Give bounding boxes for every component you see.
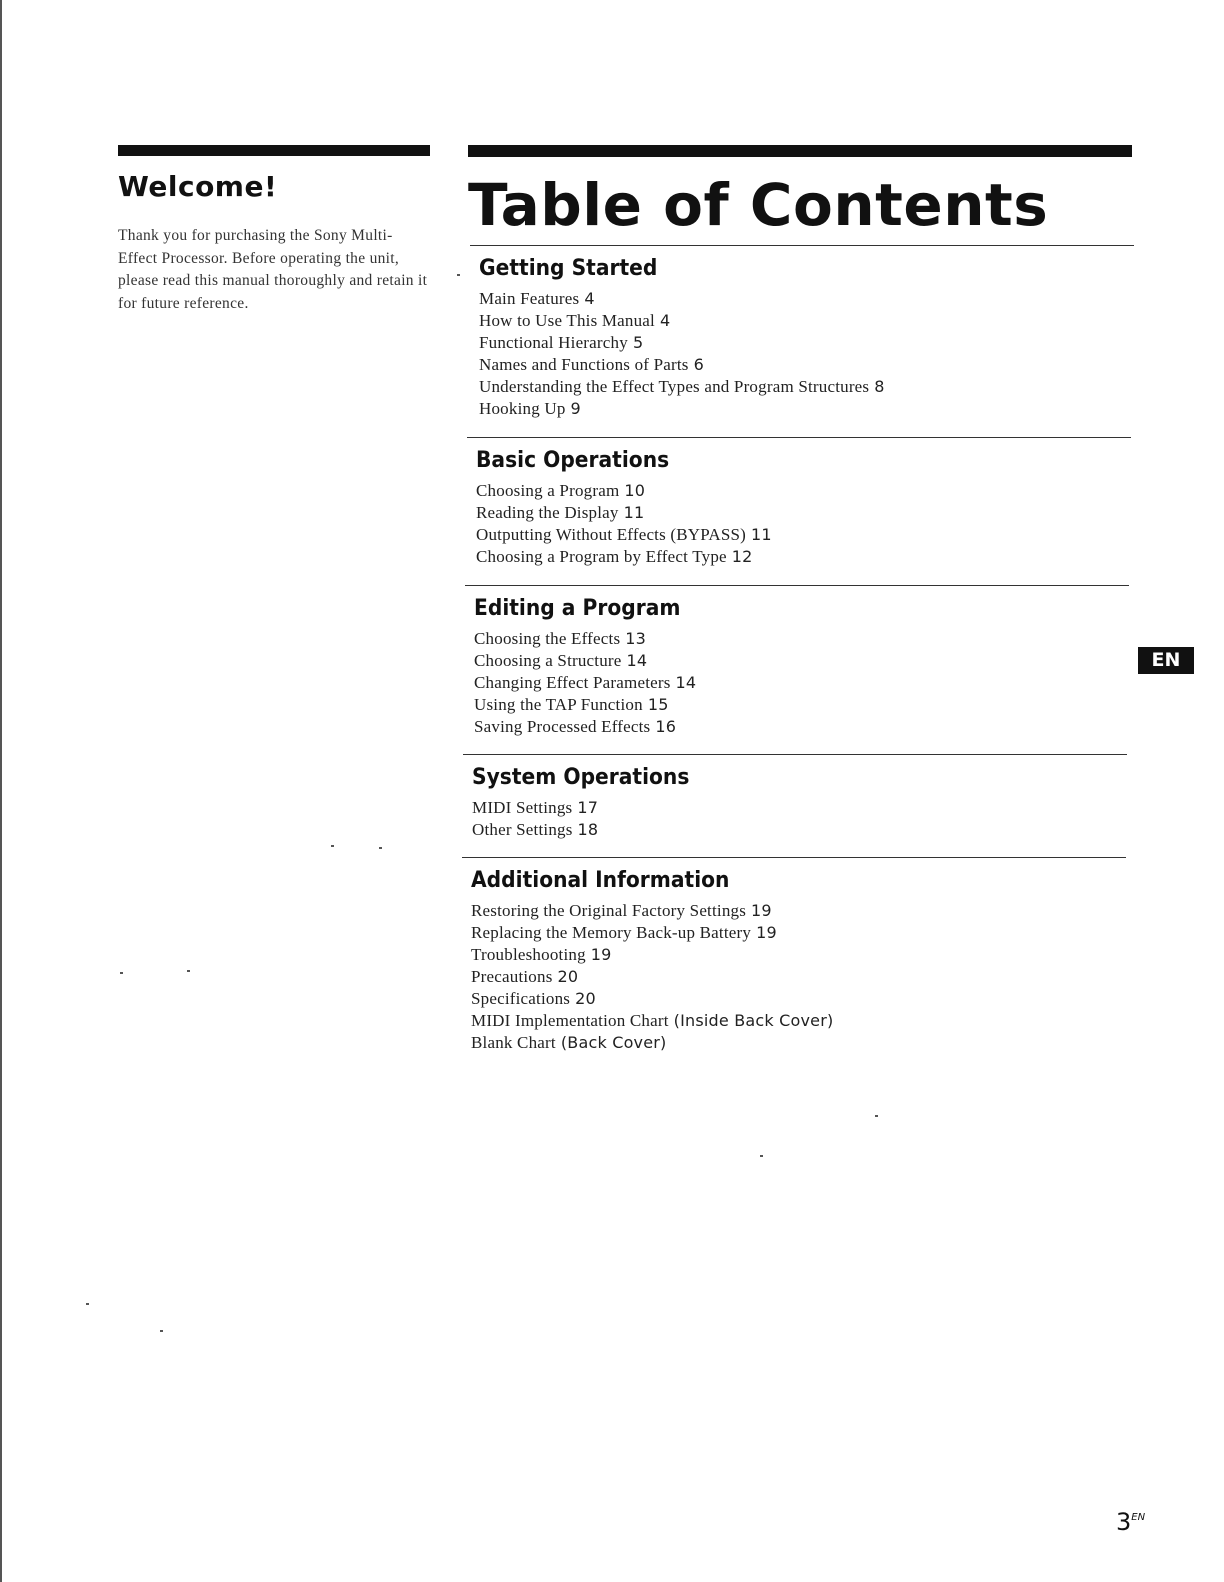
- toc-entry-text: Restoring the Original Factory Settings: [471, 901, 747, 920]
- toc-entry-text: Specifications: [471, 989, 571, 1008]
- toc-entry[interactable]: [479, 354, 1134, 376]
- toc-entry-page: 19: [756, 923, 777, 942]
- welcome-heading-bar: [118, 145, 430, 156]
- scan-speck: [379, 847, 382, 849]
- scan-speck: [760, 1155, 763, 1157]
- section-divider: [463, 754, 1127, 755]
- toc-entry-text: MIDI Settings: [472, 798, 573, 817]
- toc-entry[interactable]: [474, 672, 1129, 694]
- toc-entry-page: 8: [874, 377, 885, 396]
- toc-entry-page: 12: [731, 547, 753, 566]
- toc-entry[interactable]: [474, 650, 1129, 672]
- toc-section-additional-information: [462, 857, 1126, 1054]
- toc-entry-page: 20: [557, 967, 579, 986]
- toc-entry-page: 11: [623, 503, 645, 522]
- section-heading: Getting Started: [479, 256, 658, 281]
- scan-speck: [331, 845, 334, 847]
- toc-entry-page: 10: [624, 481, 646, 500]
- page-number-suffix: EN: [1131, 1512, 1146, 1523]
- toc-entry-page: 14: [626, 651, 648, 670]
- toc-entry-page: (Inside Back Cover): [673, 1011, 834, 1030]
- toc-entry-page: 9: [570, 399, 581, 418]
- toc-entry-text: Saving Processed Effects: [474, 717, 651, 736]
- toc-entry[interactable]: [476, 480, 1131, 502]
- section-heading: Additional Information: [471, 868, 730, 893]
- toc-title: Table of Contents: [468, 171, 1049, 239]
- toc-entry-page: 19: [590, 945, 612, 964]
- toc-section-system-operations: [463, 754, 1127, 841]
- page-number-value: 3: [1116, 1508, 1132, 1536]
- toc-entry[interactable]: [479, 398, 1134, 420]
- toc-entry-page: 4: [584, 289, 595, 308]
- toc-entry-text: Main Features: [479, 289, 580, 308]
- toc-entry[interactable]: [474, 628, 1129, 650]
- toc-entry-text: Outputting Without Effects (BYPASS): [476, 525, 746, 544]
- toc-entry[interactable]: [471, 1032, 1126, 1054]
- toc-heading-bar: [468, 145, 1132, 157]
- toc-entry-page: 13: [625, 629, 647, 648]
- table-of-contents: [468, 145, 1132, 237]
- toc-entry-text: Names and Functions of Parts: [479, 355, 689, 374]
- toc-entry-text: Changing Effect Parameters: [474, 673, 671, 692]
- toc-entry-text: MIDI Implementation Chart: [471, 1011, 669, 1030]
- toc-section-editing-a-program: [465, 585, 1129, 738]
- language-tab: EN: [1138, 647, 1194, 674]
- toc-entry-text: Using the TAP Function: [474, 695, 643, 714]
- toc-entry-page: 15: [647, 695, 669, 714]
- toc-section-getting-started: [470, 245, 1134, 420]
- scan-edge: [0, 0, 2, 1582]
- toc-entry[interactable]: [476, 546, 1131, 568]
- scan-speck: [187, 970, 190, 972]
- section-heading: Basic Operations: [476, 448, 670, 473]
- toc-entry[interactable]: [472, 819, 1127, 841]
- toc-entry[interactable]: [471, 1010, 1126, 1032]
- toc-entry-text: Choosing the Effects: [474, 629, 621, 648]
- section-divider: [465, 585, 1129, 586]
- toc-entry[interactable]: [479, 376, 1134, 398]
- welcome-heading: Welcome!: [118, 170, 278, 203]
- toc-entry-page: 14: [675, 673, 697, 692]
- toc-entry-text: Reading the Display: [476, 503, 619, 522]
- toc-entry-page: 18: [577, 820, 599, 839]
- toc-entry[interactable]: [476, 502, 1131, 524]
- page-number: [1116, 1508, 1145, 1536]
- toc-entry-text: Choosing a Program by Effect Type: [476, 547, 727, 566]
- toc-section-basic-operations: [467, 437, 1131, 568]
- section-divider: [467, 437, 1131, 438]
- toc-entry-page: 20: [575, 989, 596, 1008]
- toc-entry-text: Hooking Up: [479, 399, 566, 418]
- toc-entry-page: 6: [693, 355, 704, 374]
- welcome-body: Thank you for purchasing the Sony Multi-Effect Processor. Before operating the unit, please read this manual thoroughly and retain it for future reference.: [118, 227, 428, 312]
- toc-entry[interactable]: [472, 797, 1127, 819]
- toc-entry-text: Replacing the Memory Back-up Battery: [471, 923, 752, 942]
- toc-entry-text: Troubleshooting: [471, 945, 586, 964]
- toc-entry-page: 17: [577, 798, 599, 817]
- toc-entry-page: 5: [632, 333, 644, 352]
- toc-entry-text: Functional Hierarchy: [479, 333, 628, 352]
- toc-entry[interactable]: [471, 944, 1126, 966]
- toc-entry[interactable]: [471, 966, 1126, 988]
- toc-entry-text: Precautions: [471, 967, 553, 986]
- scan-speck: [457, 274, 460, 276]
- toc-entry[interactable]: [471, 900, 1126, 922]
- section-divider: [470, 245, 1134, 246]
- toc-entry-text: Blank Chart: [471, 1033, 556, 1052]
- scan-speck: [160, 1330, 163, 1332]
- toc-entry[interactable]: [476, 524, 1131, 546]
- toc-entry-text: Other Settings: [472, 820, 573, 839]
- toc-entry-text: How to Use This Manual: [479, 311, 655, 330]
- toc-entry-page: 16: [655, 717, 677, 736]
- toc-entry-text: Choosing a Program: [476, 481, 620, 500]
- section-heading: Editing a Program: [474, 596, 681, 621]
- scan-speck: [120, 972, 123, 974]
- toc-entry-page: 4: [659, 311, 671, 330]
- toc-entry[interactable]: [474, 694, 1129, 716]
- toc-entry-page: 19: [751, 901, 772, 920]
- toc-entry-page: 11: [751, 525, 772, 544]
- scan-speck: [86, 1303, 89, 1305]
- toc-entry-text: Understanding the Effect Types and Program Structures: [479, 377, 870, 396]
- section-divider: [462, 857, 1126, 858]
- toc-entry[interactable]: [471, 922, 1126, 944]
- toc-entry[interactable]: [479, 332, 1134, 354]
- toc-entry-text: Choosing a Structure: [474, 651, 622, 670]
- toc-entry-page: (Back Cover): [560, 1033, 667, 1052]
- section-heading: System Operations: [472, 765, 690, 790]
- welcome-column: [118, 145, 430, 315]
- toc-entry[interactable]: [471, 988, 1126, 1010]
- toc-entry[interactable]: [479, 310, 1134, 332]
- scan-speck: [875, 1115, 878, 1117]
- toc-entry[interactable]: [479, 288, 1134, 310]
- toc-entry[interactable]: [474, 716, 1129, 738]
